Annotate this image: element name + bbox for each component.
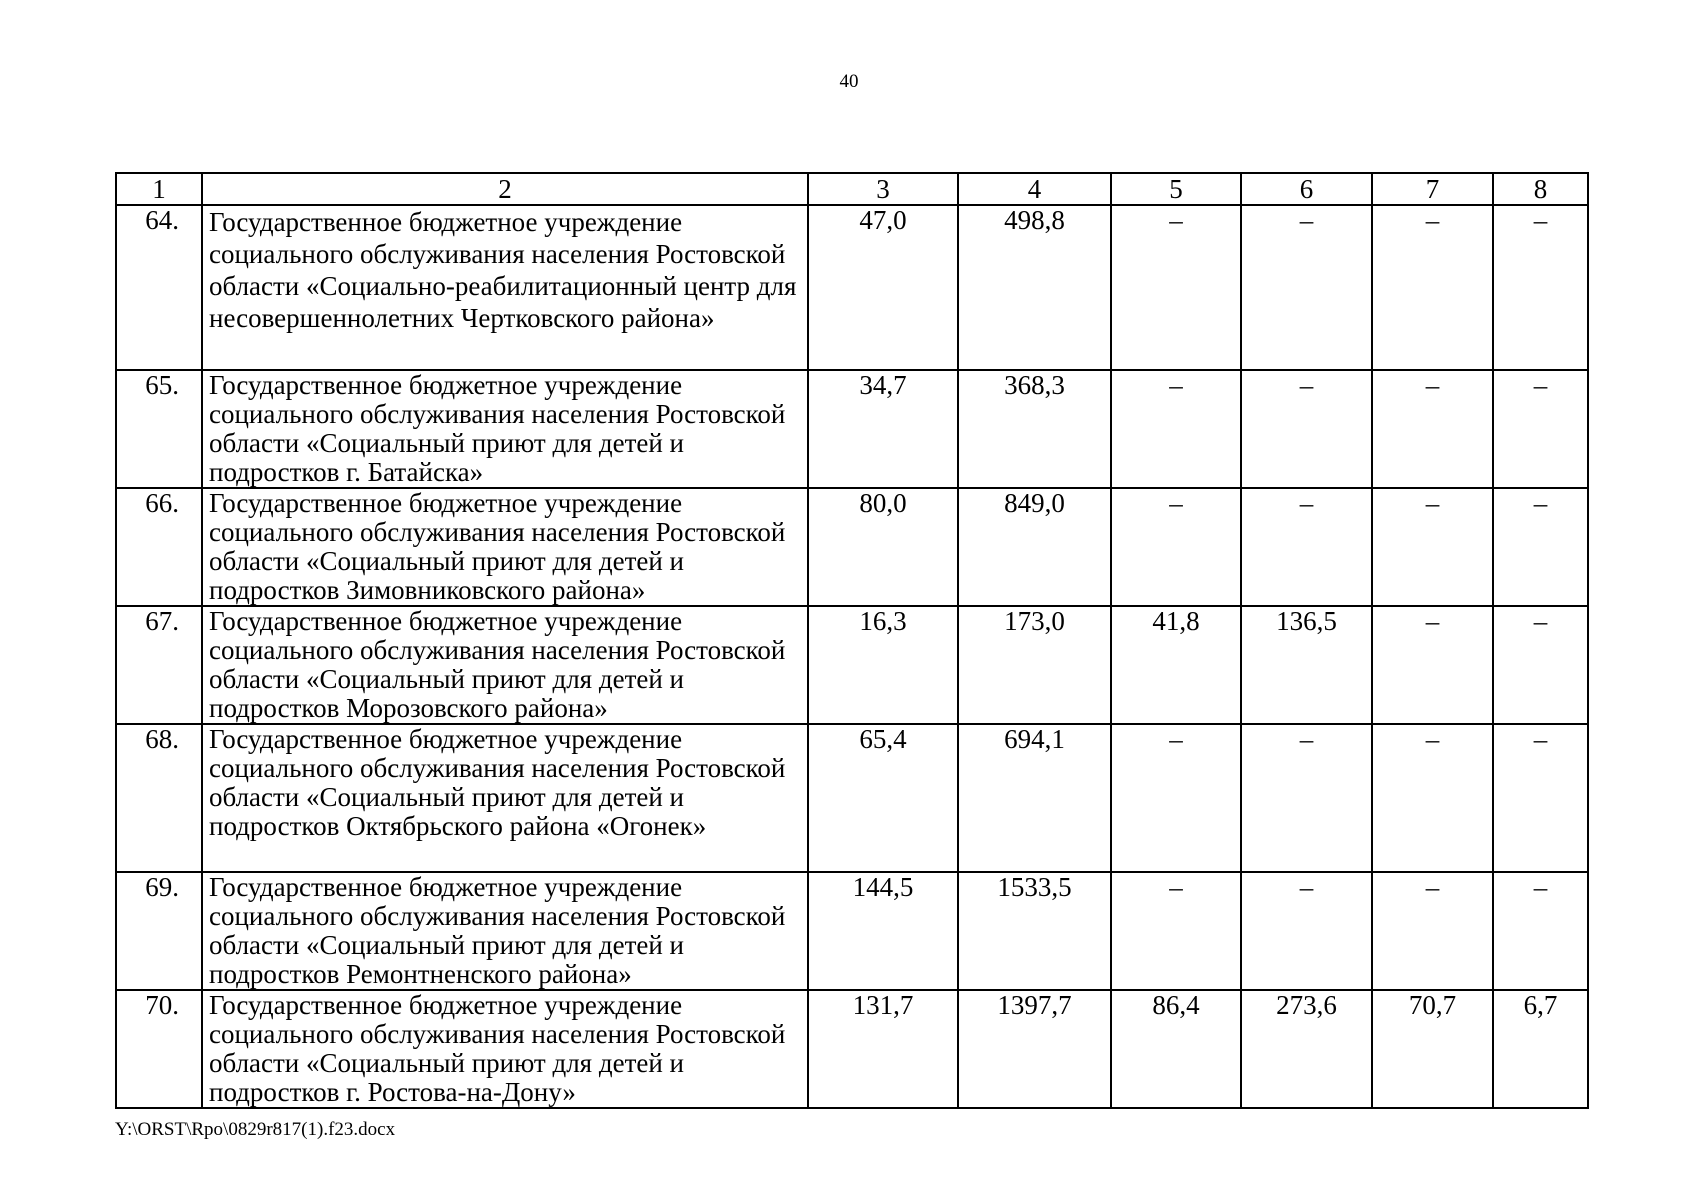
cell-col-3: 34,7 xyxy=(808,370,958,488)
institution-name: Государственное бюджетное учреждение социального обслуживания населения Ростовской области «Социальный приют для детей и подростков г. Батайска» xyxy=(202,370,808,488)
cell-col-8: – xyxy=(1493,872,1588,990)
institution-name: Государственное бюджетное учреждение социального обслуживания населения Ростовской области «Социальный приют для детей и подростков Морозовского района» xyxy=(202,606,808,724)
table-row xyxy=(116,606,1588,724)
table-row xyxy=(116,724,1588,872)
cell-col-3: 80,0 xyxy=(808,488,958,606)
cell-col-8: 6,7 xyxy=(1493,990,1588,1108)
table-row xyxy=(116,370,1588,488)
cell-col-5: – xyxy=(1111,370,1241,488)
cell-col-3: 47,0 xyxy=(808,205,958,370)
cell-col-6: 136,5 xyxy=(1241,606,1372,724)
header-col-8: 8 xyxy=(1493,173,1588,205)
cell-col-4: 368,3 xyxy=(958,370,1111,488)
cell-col-5: 86,4 xyxy=(1111,990,1241,1108)
header-col-5: 5 xyxy=(1111,173,1241,205)
row-number: 65. xyxy=(116,370,202,488)
cell-col-4: 498,8 xyxy=(958,205,1111,370)
header-col-6: 6 xyxy=(1241,173,1372,205)
row-number: 69. xyxy=(116,872,202,990)
cell-col-8: – xyxy=(1493,606,1588,724)
cell-col-3: 131,7 xyxy=(808,990,958,1108)
cell-col-6: – xyxy=(1241,370,1372,488)
cell-col-6: – xyxy=(1241,724,1372,872)
row-number: 66. xyxy=(116,488,202,606)
header-col-2: 2 xyxy=(202,173,808,205)
cell-col-3: 144,5 xyxy=(808,872,958,990)
header-col-7: 7 xyxy=(1372,173,1493,205)
cell-col-4: 1533,5 xyxy=(958,872,1111,990)
institution-name: Государственное бюджетное учреждение социального обслуживания населения Ростовской области «Социальный приют для детей и подростков Ремонтненского района» xyxy=(202,872,808,990)
table-row xyxy=(116,205,1588,370)
cell-col-5: 41,8 xyxy=(1111,606,1241,724)
institution-name: Государственное бюджетное учреждение социального обслуживания населения Ростовской области «Социальный приют для детей и подростков Зимовниковского района» xyxy=(202,488,808,606)
cell-col-7: – xyxy=(1372,724,1493,872)
cell-col-6: – xyxy=(1241,872,1372,990)
cell-col-7: 70,7 xyxy=(1372,990,1493,1108)
cell-col-8: – xyxy=(1493,370,1588,488)
header-col-4: 4 xyxy=(958,173,1111,205)
cell-col-8: – xyxy=(1493,205,1588,370)
cell-col-6: – xyxy=(1241,488,1372,606)
cell-col-7: – xyxy=(1372,872,1493,990)
table-header xyxy=(116,173,1588,205)
cell-col-6: 273,6 xyxy=(1241,990,1372,1108)
cell-col-6: – xyxy=(1241,205,1372,370)
cell-col-4: 1397,7 xyxy=(958,990,1111,1108)
row-number: 64. xyxy=(116,205,202,370)
institution-name: Государственное бюджетное учреждение социального обслуживания населения Ростовской области «Социальный приют для детей и подростков Октябрьского района «Огонек» xyxy=(202,724,808,872)
cell-col-3: 65,4 xyxy=(808,724,958,872)
page-number: 40 xyxy=(839,71,859,92)
cell-col-7: – xyxy=(1372,488,1493,606)
cell-col-3: 16,3 xyxy=(808,606,958,724)
cell-col-5: – xyxy=(1111,488,1241,606)
header-row xyxy=(116,173,1588,205)
table-row xyxy=(116,872,1588,990)
institution-name: Государственное бюджетное учреждение социального обслуживания населения Ростовской области «Социальный приют для детей и подростков г. Ростова-на-Дону» xyxy=(202,990,808,1108)
cell-col-4: 694,1 xyxy=(958,724,1111,872)
cell-col-7: – xyxy=(1372,205,1493,370)
institution-name: Государственное бюджетное учреждение социального обслуживания населения Ростовской области «Социально-реабилитационный центр для несовершеннолетних Чертковского района» xyxy=(202,205,808,370)
data-table xyxy=(115,172,1589,1109)
cell-col-5: – xyxy=(1111,205,1241,370)
header-col-3: 3 xyxy=(808,173,958,205)
cell-col-4: 173,0 xyxy=(958,606,1111,724)
footer-file-path: Y:\ORST\Rpo\0829r817(1).f23.docx xyxy=(115,1119,396,1140)
cell-col-7: – xyxy=(1372,370,1493,488)
header-col-1: 1 xyxy=(116,173,202,205)
cell-col-4: 849,0 xyxy=(958,488,1111,606)
row-number: 68. xyxy=(116,724,202,872)
cell-col-5: – xyxy=(1111,872,1241,990)
row-number: 67. xyxy=(116,606,202,724)
table-body xyxy=(116,205,1588,1108)
cell-col-7: – xyxy=(1372,606,1493,724)
row-number: 70. xyxy=(116,990,202,1108)
table-row xyxy=(116,990,1588,1108)
table-row xyxy=(116,488,1588,606)
cell-col-8: – xyxy=(1493,488,1588,606)
cell-col-8: – xyxy=(1493,724,1588,872)
cell-col-5: – xyxy=(1111,724,1241,872)
